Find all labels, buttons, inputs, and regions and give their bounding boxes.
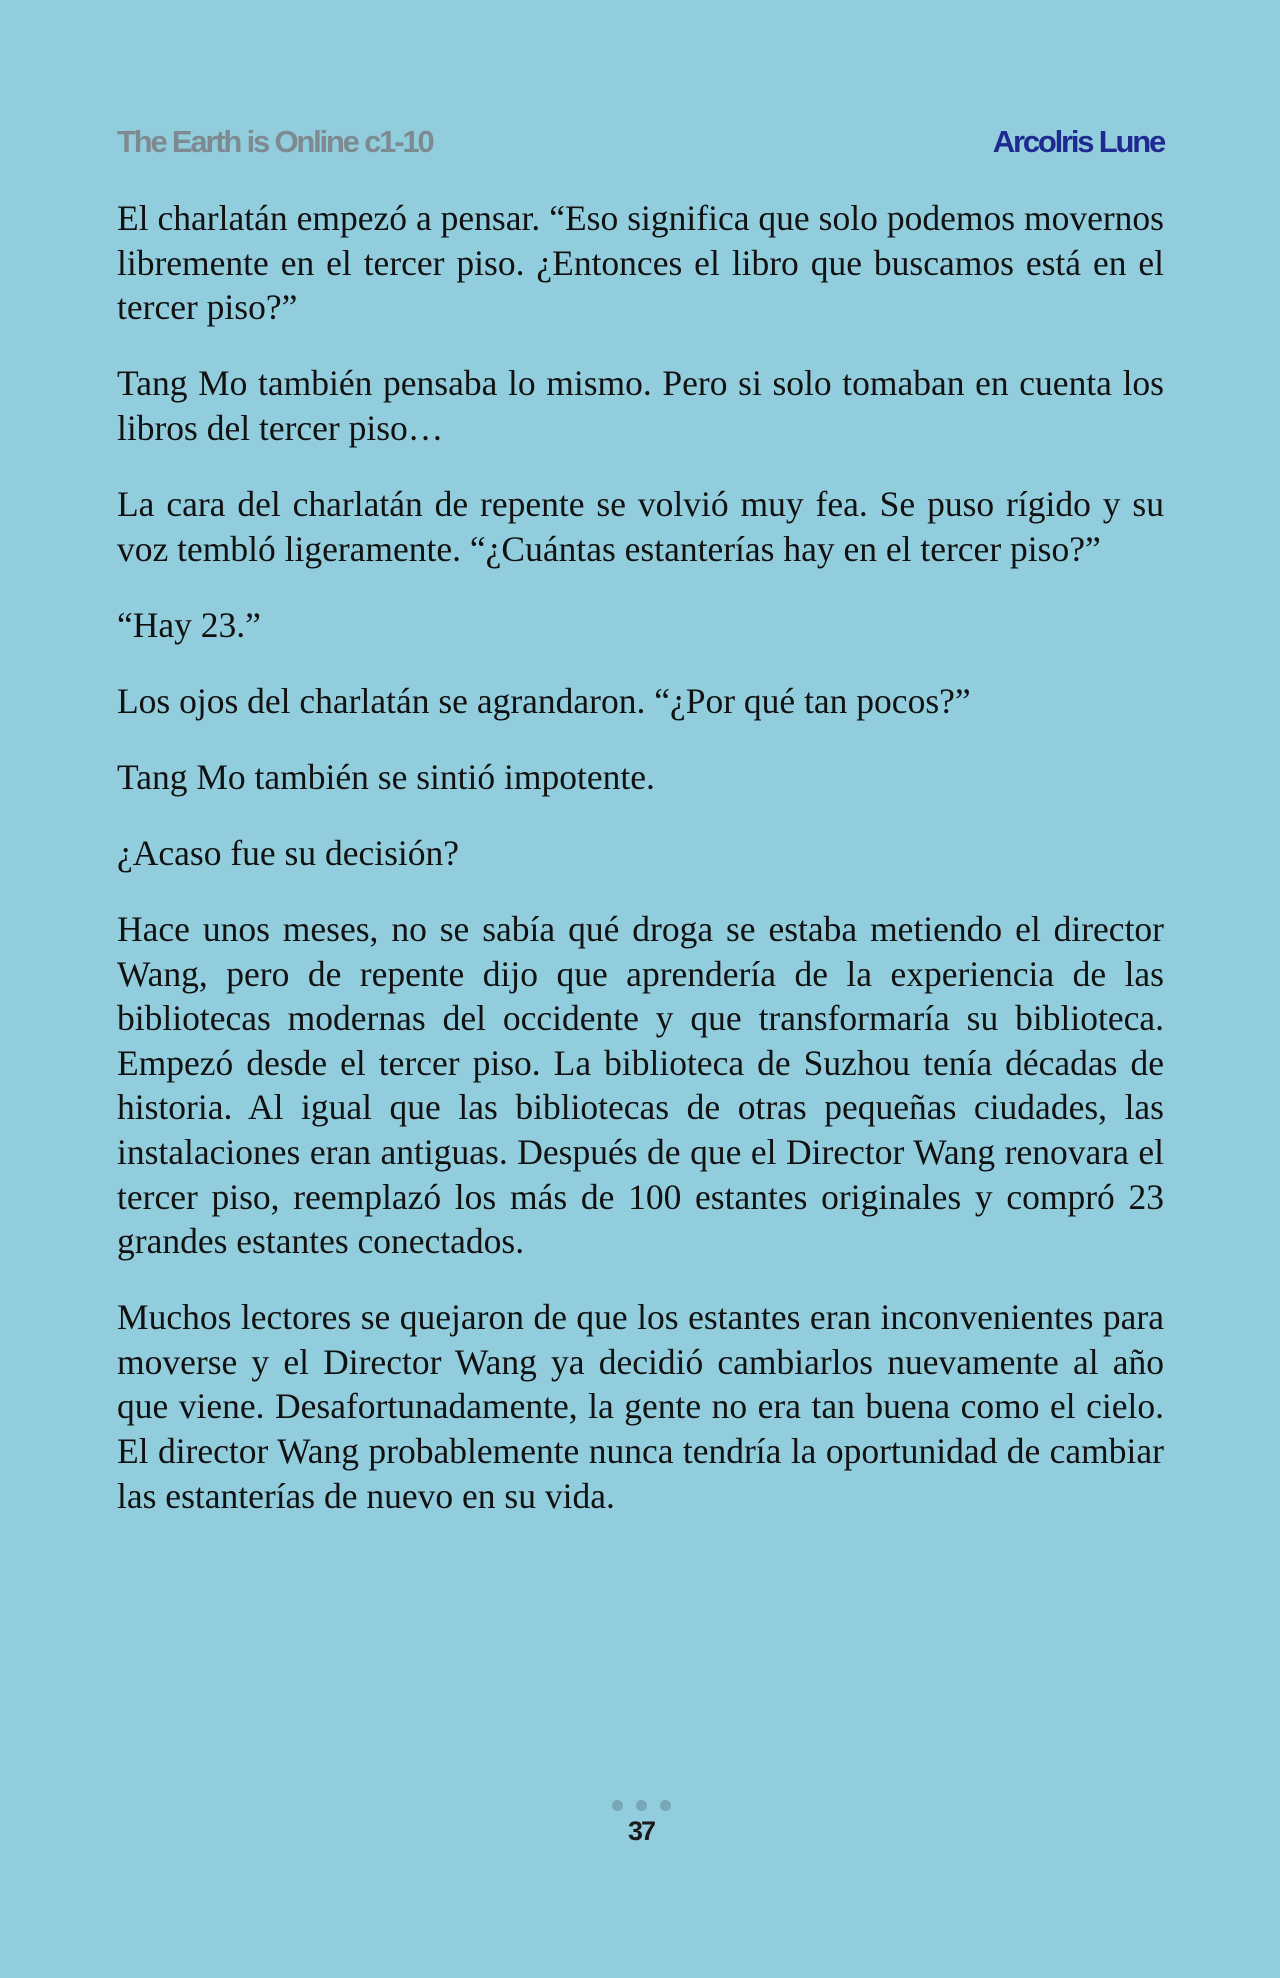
page-footer [0,1800,1280,1847]
paragraph: La cara del charlatán de repente se volvió muy fea. Se puso rígido y su voz tembló ligeramente. “¿Cuántas estanterías hay en el tercer piso?” [117,483,1164,569]
paragraph: Hace unos meses, no se sabía qué droga se estaba metiendo el director Wang, pero de repente dijo que aprendería de la experiencia de las bibliotecas modernas del occidente y que transformaría su biblioteca. Empezó desde el tercer piso. La biblioteca de Suzhou tenía décadas de historia. Al igual que las bibliotecas de otras pequeñas ciudades, las instalaciones eran antiguas. Después de que el Director Wang renovara el tercer piso, reemplazó los más de 100 estantes originales y compró 23 grandes estantes conectados. [117,909,1164,1262]
paragraph: Tang Mo también se sintió impotente. [117,756,655,797]
paragraph: Tang Mo también pensaba lo mismo. Pero si solo tomaban en cuenta los libros del tercer piso… [117,363,1164,448]
decorative-dots-icon [2,1800,1280,1812]
dot-icon [660,1800,671,1811]
paragraph: “Hay 23.” [117,604,261,645]
dot-icon [612,1800,623,1811]
author-name: Arcolris Lune [992,124,1164,159]
paragraph: Los ojos del charlatán se agrandaron. “¿Por qué tan pocos?” [117,680,971,721]
paragraph: El charlatán empezó a pensar. “Eso significa que solo podemos movernos libremente en el tercer piso. ¿Entonces el libro que buscamos está en el tercer piso?” [117,198,1164,328]
paragraph: ¿Acaso fue su decisión? [117,832,460,873]
book-title: The Earth is Online c1-10 [117,124,433,159]
running-header [117,120,1164,164]
page-body [117,196,1164,1550]
page-number: 37 [627,1816,655,1846]
paragraph: Muchos lectores se quejaron de que los estantes eran inconvenientes para moverse y el Director Wang ya decidió cambiarlos nuevamente al año que viene. Desafortunadamente, la gente no era tan buena como el cielo. El director Wang probablemente nunca tendría la oportunidad de cambiar las estanterías de nuevo en su vida. [117,1297,1164,1516]
dot-icon [636,1800,647,1811]
